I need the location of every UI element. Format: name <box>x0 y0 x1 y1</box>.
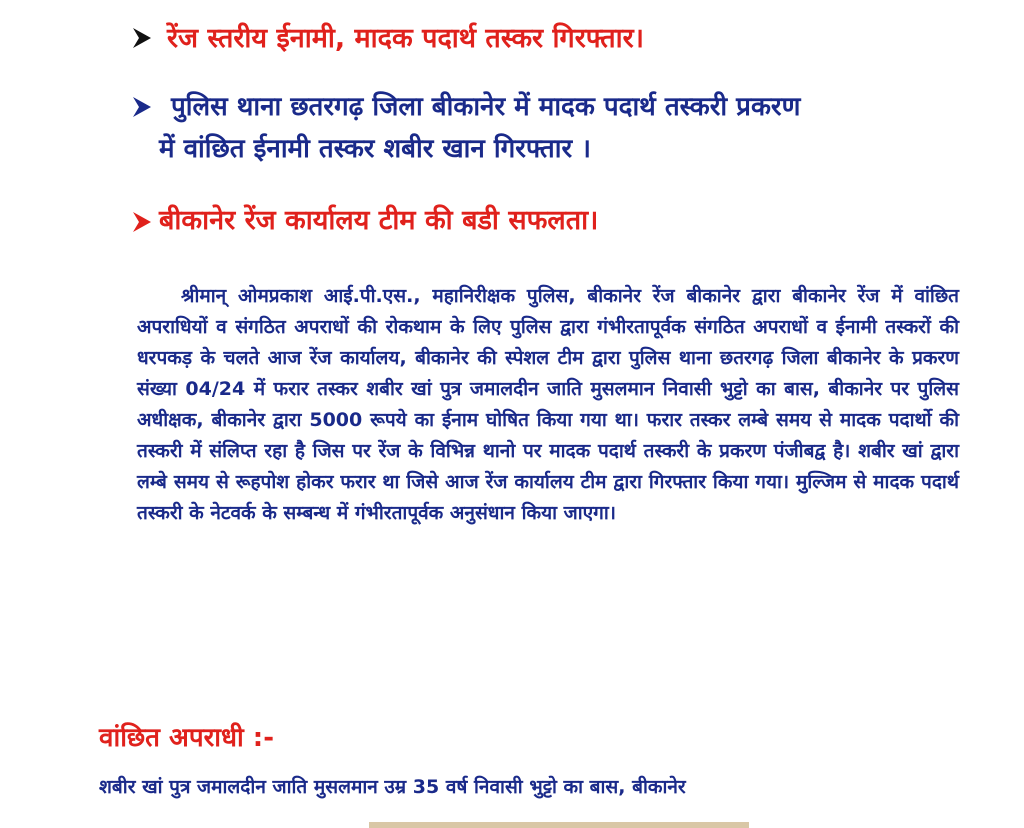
arrow-bullet-icon <box>131 94 157 122</box>
arrow-bullet-icon <box>131 209 157 237</box>
bullet-headline-2 <box>131 86 971 170</box>
bullet-headline-3 <box>131 203 598 239</box>
bullet-headline-1 <box>131 21 644 57</box>
headline-case-block <box>159 86 801 170</box>
headline-success: बीकानेर रेंज कार्यालय टीम की बडी सफलता। <box>159 205 599 236</box>
wanted-criminal-heading: वांछित अपराधी :- <box>99 723 274 753</box>
press-release-paragraph: श्रीमान् ओमप्रकाश आई.पी.एस., महानिरीक्षक पुलिस, बीकानेर रेंज बीकानेर द्वारा बीकानेर रेंज में वांछित अपराधियों व संगठित अपराधों की रोकथाम के लिए पुलिस द्वारा गंभीरतापूर्वक संगठित अपराधों व ईनामी तस्करों की धरपकड़ के चलते आज रेंज कार्यालय, बीकानेर की स्पेशल टीम द्वारा पुलिस थाना छतरगढ़ जिला बीकानेर के प्रकरण संख्या 04/24 में फरार तस्कर शबीर खां पुत्र जमालदीन जाति मुसलमान निवासी भुट्टो का बास, बीकानेर पर पुलिस अधीक्षक, बीकानेर द्वारा 5000 रूपये का ईनाम घोषित किया गया था। फरार तस्कर लम्बे समय से मादक पदार्थो की तस्करी में संलिप्त रहा है जिस पर रेंज के विभिन्न थानो पर मादक पदार्थ तस्करी के प्रकरण पंजीबद्व है। शबीर खां द्वारा लम्बे समय से रूहपोश होकर फरार था जिसे आज रेंज कार्यालय टीम द्वारा गिरफ्तार किया गया। मुल्जिम से मादक पदार्थ तस्करी के नेटवर्क के सम्बन्ध में गंभीरतापूर्वक अनुसंधान किया जाएगा। <box>137 285 959 524</box>
headline-case-line-2: में वांछित ईनामी तस्कर शबीर खान गिरफ्तार । <box>159 134 592 164</box>
headline-case-line-1: पुलिस थाना छतरगढ़ जिला बीकानेर में मादक पदार्थ तस्करी प्रकरण <box>171 92 801 122</box>
image-edge-strip <box>369 822 749 828</box>
arrow-bullet-icon <box>131 25 157 53</box>
headline-arrest: रेंज स्तरीय ईनामी, मादक पदार्थ तस्कर गिरफ्तार। <box>167 23 644 54</box>
wanted-criminal-details: शबीर खां पुत्र जमालदीन जाति मुसलमान उम्र 35 वर्ष निवासी भुट्टो का बास, बीकानेर <box>99 776 686 798</box>
